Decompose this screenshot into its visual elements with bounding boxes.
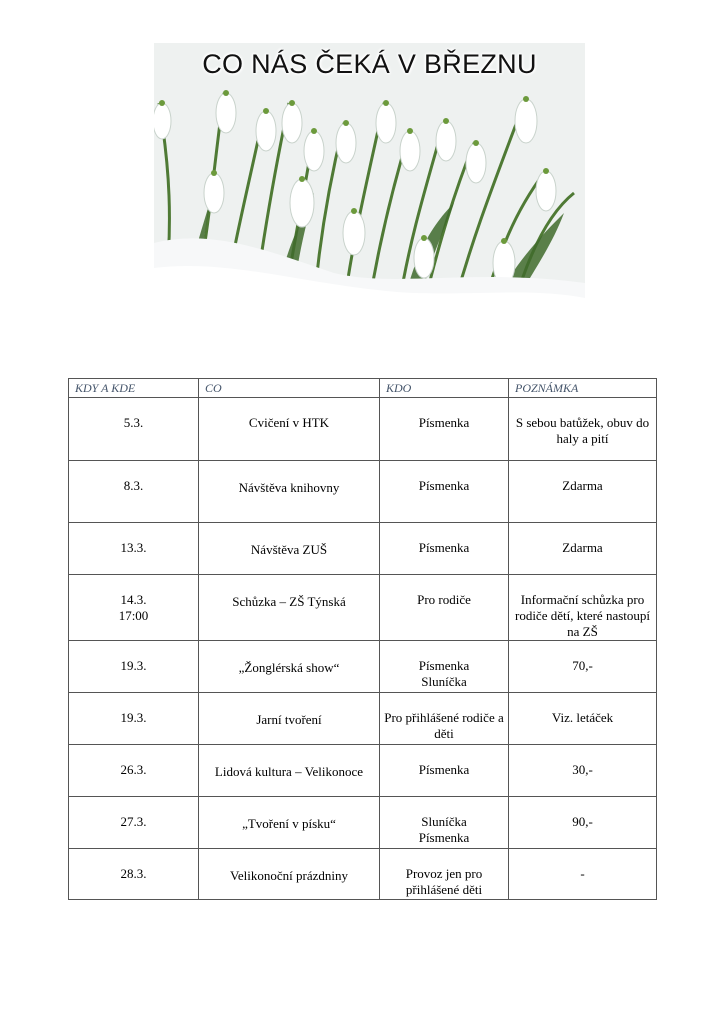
cell-what-text: Jarní tvoření bbox=[256, 712, 322, 727]
cell-note bbox=[509, 745, 657, 797]
cell-when bbox=[69, 523, 199, 575]
cell-what-text: Návštěva knihovny bbox=[238, 480, 340, 495]
cell-who-text: Sluníčka bbox=[421, 674, 467, 689]
cell-when bbox=[69, 693, 199, 745]
cell-note bbox=[509, 523, 657, 575]
cell-what-text: „Žonglérská show“ bbox=[238, 660, 340, 675]
cell-who-text: Provoz jen pro přihlášené děti bbox=[405, 866, 483, 897]
cell-note-text: 30,- bbox=[572, 762, 593, 777]
cell-who bbox=[380, 461, 509, 523]
cell-who bbox=[380, 641, 509, 693]
cell-what bbox=[199, 797, 380, 849]
cell-what-text: Velikonoční prázdniny bbox=[229, 868, 349, 883]
cell-who-text: Písmenka bbox=[418, 830, 470, 845]
cell-note bbox=[509, 797, 657, 849]
header-note: POZNÁMKA bbox=[509, 379, 657, 398]
cell-note bbox=[509, 398, 657, 461]
table-row bbox=[69, 797, 657, 849]
cell-what bbox=[199, 693, 380, 745]
cell-note-text: S sebou batůžek, obuv do haly a pití bbox=[515, 415, 650, 446]
cell-when bbox=[69, 398, 199, 461]
cell-when-text: 27.3. bbox=[120, 814, 147, 829]
schedule-table bbox=[68, 378, 657, 900]
cell-who-text: Písmenka bbox=[418, 658, 470, 673]
cell-what-text: „Tvoření v písku“ bbox=[242, 816, 336, 831]
table-row bbox=[69, 575, 657, 641]
cell-who bbox=[380, 575, 509, 641]
banner-title: CO NÁS ČEKÁ V BŘEZNU bbox=[202, 49, 537, 79]
cell-who-text: Písmenka bbox=[418, 540, 470, 555]
cell-note-text: Viz. letáček bbox=[551, 710, 614, 725]
cell-what-text: Schůzka – ZŠ Týnská bbox=[232, 594, 346, 609]
cell-note-text: 90,- bbox=[572, 814, 593, 829]
cell-when bbox=[69, 797, 199, 849]
cell-who bbox=[380, 523, 509, 575]
cell-what-text: Cvičení v HTK bbox=[248, 415, 330, 430]
cell-when-text: 13.3. bbox=[120, 540, 147, 555]
cell-who bbox=[380, 745, 509, 797]
cell-what bbox=[199, 575, 380, 641]
header-who: KDO bbox=[380, 379, 509, 398]
cell-when bbox=[69, 849, 199, 900]
cell-who-text: Pro rodiče bbox=[417, 592, 471, 607]
cell-note-text: Informační schůzka pro rodiče dětí, které nastoupí na ZŠ bbox=[514, 592, 650, 639]
cell-who bbox=[380, 797, 509, 849]
cell-when-text: 28.3. bbox=[120, 866, 147, 881]
snowdrops-illustration bbox=[154, 43, 585, 305]
cell-note-text: 70,- bbox=[572, 658, 593, 673]
table-row bbox=[69, 461, 657, 523]
table-header-row bbox=[69, 379, 657, 398]
cell-who bbox=[380, 398, 509, 461]
cell-who-text: Sluníčka bbox=[421, 814, 467, 829]
cell-what-text: Lidová kultura – Velikonoce bbox=[214, 764, 364, 779]
header-when: KDY A KDE bbox=[69, 379, 199, 398]
cell-when bbox=[69, 745, 199, 797]
cell-note bbox=[509, 849, 657, 900]
cell-what bbox=[199, 849, 380, 900]
cell-who-text: Pro přihlášené rodiče a děti bbox=[384, 710, 504, 741]
table-row bbox=[69, 745, 657, 797]
table-row bbox=[69, 641, 657, 693]
cell-who bbox=[380, 849, 509, 900]
cell-what bbox=[199, 523, 380, 575]
cell-who-text: Písmenka bbox=[418, 415, 470, 430]
table-row bbox=[69, 398, 657, 461]
cell-note bbox=[509, 575, 657, 641]
table-row bbox=[69, 523, 657, 575]
cell-what bbox=[199, 745, 380, 797]
cell-when-text: 8.3. bbox=[123, 478, 144, 493]
cell-what bbox=[199, 641, 380, 693]
banner-image bbox=[154, 43, 585, 305]
cell-when bbox=[69, 641, 199, 693]
cell-what bbox=[199, 461, 380, 523]
table-row bbox=[69, 693, 657, 745]
cell-note bbox=[509, 641, 657, 693]
cell-who bbox=[380, 693, 509, 745]
table-row bbox=[69, 849, 657, 900]
cell-what-text: Návštěva ZUŠ bbox=[250, 542, 328, 557]
cell-when-text: 19.3. bbox=[120, 658, 147, 673]
cell-when bbox=[69, 461, 199, 523]
cell-who-text: Písmenka bbox=[418, 762, 470, 777]
cell-what bbox=[199, 398, 380, 461]
header-what: CO bbox=[199, 379, 380, 398]
cell-note bbox=[509, 461, 657, 523]
cell-note bbox=[509, 693, 657, 745]
cell-note-text: Zdarma bbox=[562, 540, 603, 555]
cell-when-text: 5.3. bbox=[123, 415, 144, 430]
cell-when-text: 26.3. bbox=[120, 762, 147, 777]
cell-when-text: 17:00 bbox=[118, 608, 149, 623]
cell-when bbox=[69, 575, 199, 641]
cell-who-text: Písmenka bbox=[418, 478, 470, 493]
cell-note-text: Zdarma bbox=[562, 478, 603, 493]
cell-when-text: 19.3. bbox=[120, 710, 147, 725]
cell-note-text: - bbox=[580, 866, 585, 881]
cell-when-text: 14.3. bbox=[120, 592, 147, 607]
